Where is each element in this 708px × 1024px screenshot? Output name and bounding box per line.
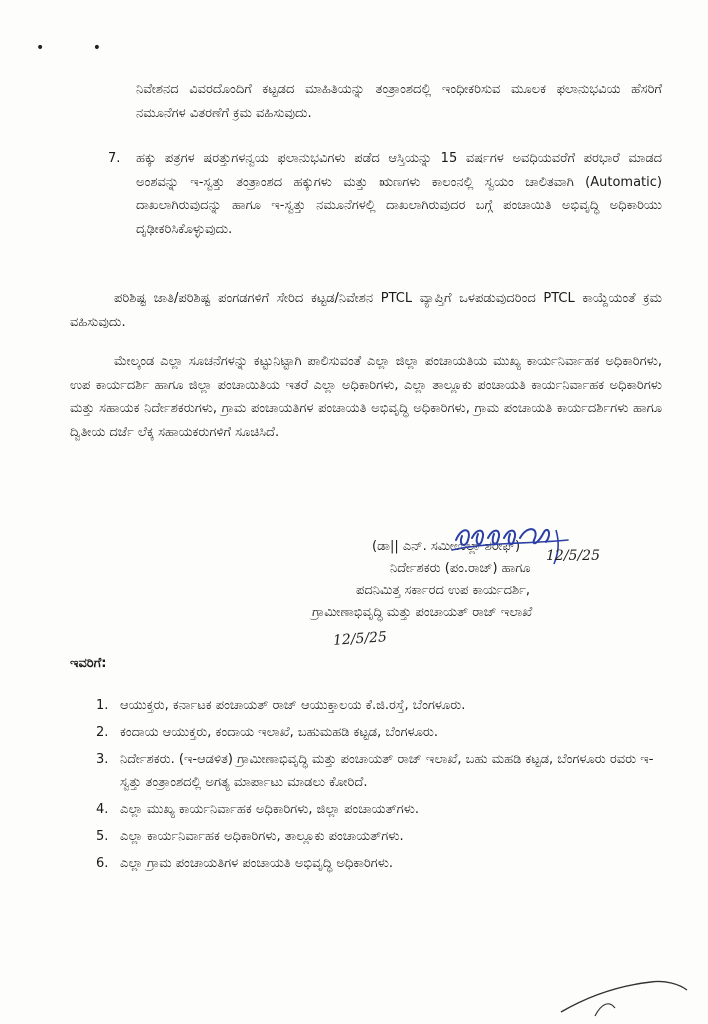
list-item-number: 6. [96,856,109,871]
list-item-text: ಆಯುಕ್ತರು, ಕರ್ನಾಟಕ ಪಂಚಾಯತ್ ರಾಜ್ ಆಯುಕ್ತಾಲಯ ಕೆ.ಜಿ.ರಸ್ತೆ, ಬೆಂಗಳೂರು. [120,698,466,713]
list-item-text: ಎಲ್ಲಾ ಕಾರ್ಯನಿರ್ವಾಹಕ ಅಧಿಕಾರಿಗಳು, ತಾಲ್ಲೂಕು ಪಂಚಾಯತ್‌ಗಳು. [120,829,404,844]
signatory-designation: ನಿರ್ದೇಶಕರು (ಪಂ.ರಾಜ್) ಹಾಗೂ [390,561,531,576]
item-text: ಹಕ್ಕು ಪತ್ರಗಳ ಷರತ್ತುಗಳನ್ವಯ ಫಲಾನುಭವಿಗಳು ಪಡೆದ ಆಸ್ತಿಯನ್ನು 15 ವರ್ಷಗಳ ಅವಧಿಯವರೆಗೆ ಪರಭಾರೆ ಮಾಡದ ಅಂಶವನ್ನು ಇ-ಸ್ವತ್ತು ತಂತ್ರಾಂಶದ ಹಕ್ಕುಗಳು ಮತ್ತು ಋಣಗಳು ಕಾಲಂನಲ್ಲಿ ಸ್ವಯಂ ಚಾಲಿತವಾಗಿ (Automatic) ದಾಖಲಾಗಿರುವುದನ್ನು ಹಾಗೂ ಇ-ಸ್ವತ್ತು ನಮೂನೆಗಳಲ್ಲಿ ದಾಖಲಾಗಿರುವುದರ ಬಗ್ಗೆ ಪಂಚಾಯಿತಿ ಅಭಿವೃದ್ಧಿ ಅಧಿಕಾರಿಯು ದೃಢೀಕರಿಸಿಕೊಳ್ಳುವುದು. [136,151,662,237]
handwritten-signature [448,520,600,570]
continuation-paragraph: ನಿವೇಶನದ ವಿವರದೊಂದಿಗೆ ಕಟ್ಟಡದ ಮಾಹಿತಿಯನ್ನು ತಂತ್ರಾಂಶದಲ್ಲಿ ಇಂಧೀಕರಿಸುವ ಮೂಲಕ ಫಲಾನುಭವಿಯ ಹೆಸರಿಗೆ ನಮೂನೆಗಳ ವಿತರಣೆಗೆ ಕ್ರಮ ವಹಿಸುವುದು. [136,82,662,121]
list-item-text: ಎಲ್ಲಾ ಮುಖ್ಯ ಕಾರ್ಯನಿರ್ವಾಹಕ ಅಧಿಕಾರಿಗಳು, ಜಿಲ್ಲಾ ಪಂಚಾಯತ್‌ಗಳು. [120,802,420,817]
list-item-number: 2. [96,725,109,740]
numbered-item-7 [108,147,662,241]
item-number: 7. [108,151,121,166]
list-item-text: ಎಲ್ಲಾ ಗ್ರಾಮ ಪಂಚಾಯತಿಗಳ ಪಂಚಾಯತಿ ಅಭಿವೃದ್ಧಿ ಅಧಿಕಾರಿಗಳು. [120,856,394,871]
list-item-text: ಕಂದಾಯ ಆಯುಕ್ತರು, ಕಂದಾಯ ಇಲಾಖೆ, ಬಹುಮಹಡಿ ಕಟ್ಟಡ, ಬೆಂಗಳೂರು. [120,725,439,740]
list-item-text: ನಿರ್ದೇಶಕರು. (ಇ-ಆಡಳಿತ) ಗ್ರಾಮೀಣಾಭಿವೃದ್ಧಿ ಮತ್ತು ಪಂಚಾಯತ್ ರಾಜ್ ಇಲಾಖೆ, ಬಹು ಮಹಡಿ ಕಟ್ಟಡ, ಬೆಂಗಳೂರು ರವರು ಇ-ಸ್ವತ್ತು ತಂತ್ರಾಂಶದಲ್ಲಿ ಅಗತ್ಯ ಮಾರ್ಪಾಟು ಮಾಡಲು ಕೋರಿದೆ. [120,752,654,790]
instructions-paragraph: ಮೇಲ್ಕಂಡ ಎಲ್ಲಾ ಸೂಚನೆಗಳನ್ನು ಕಟ್ಟುನಿಟ್ಟಾಗಿ ಪಾಲಿಸುವಂತೆ ಎಲ್ಲಾ ಜಿಲ್ಲಾ ಪಂಚಾಯತಿಯ ಮುಖ್ಯ ಕಾರ್ಯನಿರ್ವಾಹಕ ಅಧಿಕಾರಿಗಳು, ಉಪ ಕಾರ್ಯದರ್ಶಿ ಹಾಗೂ ಜಿಲ್ಲಾ ಪಂಚಾಯಿತಿಯ ಇತರೆ ಎಲ್ಲಾ ಅಧಿಕಾರಿಗಳು, ಎಲ್ಲಾ ತಾಲ್ಲೂಕು ಪಂಚಾಯತಿ ಕಾರ್ಯನಿರ್ವಾಹಕ ಅಧಿಕಾರಿಗಳು ಮತ್ತು ಸಹಾಯಕ ನಿರ್ದೇಶಕರುಗಳು, ಗ್ರಾಮ ಪಂಚಾಯತಿಗಳ ಪಂಚಾಯತಿ ಅಭಿವೃದ್ಧಿ ಅಧಿಕಾರಿಗಳು, ಗ್ರಾಮ ಪಂಚಾಯತಿ ಕಾರ್ಯದರ್ಶಿಗಳು ಹಾಗೂ ದ್ವಿತೀಯ ದರ್ಜೆ ಲೆಕ್ಕ ಸಹಾಯಕರುಗಳಿಗೆ ಸೂಚಿಸಿದೆ. [70,354,662,440]
recipients-heading: ಇವರಿಗೆ: [70,656,107,671]
list-item [96,798,656,821]
signatory-name: (ಡಾ|| ಎನ್. ಸಮೀಉಲ್ಲಾ ಶರೀಫ್) [372,539,521,554]
signatory-department: ಗ್ರಾಮೀಣಾಭಿವೃದ್ಧಿ ಮತ್ತು ಪಂಚಾಯತ್ ರಾಜ್ ಇಲಾಖೆ [312,605,533,620]
list-item-number: 1. [96,698,109,713]
header-marks: • • [36,40,123,56]
ptcl-paragraph: ಪರಿಶಿಷ್ಟ ಜಾತಿ/ಪರಿಶಿಷ್ಟ ಪಂಗಡಗಳಿಗೆ ಸೇರಿದ ಕಟ್ಟಡ/ನಿವೇಶನ PTCL ವ್ಯಾಪ್ತಿಗೆ ಒಳಪಡುವುದರಿಂದ PTCL ಕಾಯ್ದೆಯಂತೆ ಕ್ರಮ ವಹಿಸುವುದು. [70,291,662,330]
handwritten-date: 12/5/25 [332,629,388,649]
list-item-number: 5. [96,829,109,844]
list-item [96,852,656,875]
signatory-additional-designation: ಪದನಿಮಿತ್ತ ಸರ್ಕಾರದ ಉಪ ಕಾರ್ಯದರ್ಶಿ, [356,583,530,598]
signature-date: 12/5/25 [546,548,600,564]
list-item [96,721,656,744]
list-item-number: 3. [96,752,109,767]
list-item [96,748,656,794]
list-item [96,694,656,717]
list-item [96,825,656,848]
recipients-list [96,694,656,879]
handwritten-initial-mark [555,978,695,1018]
list-item-number: 4. [96,802,109,817]
